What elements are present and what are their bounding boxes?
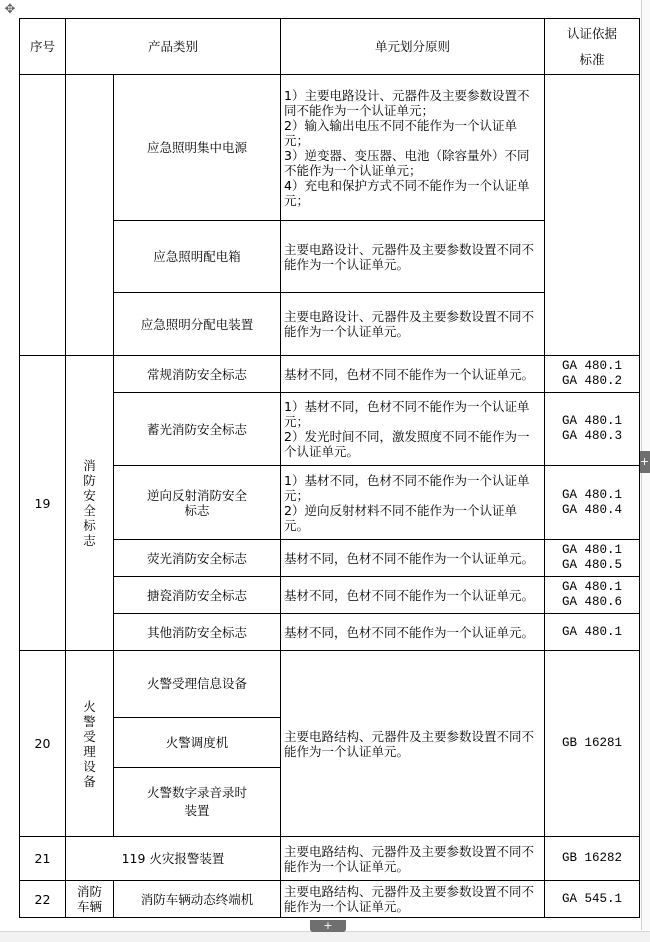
table-row bbox=[20, 881, 640, 918]
principle-cell bbox=[281, 393, 545, 466]
standard-cell: GA 545.1 bbox=[545, 881, 640, 918]
standard-cell-empty bbox=[545, 75, 640, 356]
page-bottom-edge bbox=[0, 931, 650, 942]
seq-cell: 22 bbox=[20, 881, 66, 918]
item-name: 应急照明配电箱 bbox=[114, 221, 281, 293]
standard-cell: GB 16281 bbox=[545, 651, 640, 837]
category-char: 警 bbox=[83, 713, 96, 729]
principle-cell bbox=[281, 466, 545, 540]
standard-cell bbox=[545, 466, 640, 540]
principle-cell: 基材不同，色材不同不能作为一个认证单元。 bbox=[281, 577, 545, 614]
standard-code: GA 480.1 bbox=[562, 624, 623, 639]
header-standard-line1: 认证依据 bbox=[567, 25, 618, 41]
item-name: 蓄光消防安全标志 bbox=[114, 393, 281, 466]
category-char: 设 bbox=[83, 758, 96, 774]
principle-line: 1）主要电路设计、元器件及主要参数设置不同不能作为一个认证单元； bbox=[284, 87, 530, 118]
standard-code: GA 480.5 bbox=[562, 558, 623, 572]
item-name: 搪瓷消防安全标志 bbox=[114, 577, 281, 614]
item-name: 火警数字录音录时装置 bbox=[114, 768, 281, 837]
standard-cell bbox=[545, 356, 640, 393]
header-principle: 单元划分原则 bbox=[281, 19, 545, 75]
category-char: 理 bbox=[83, 743, 96, 759]
standard-code: GA 480.1 bbox=[562, 543, 623, 557]
standard-code: GA 480.6 bbox=[562, 595, 623, 609]
principle-line: 4）充电和保护方式不同不能作为一个认证单元； bbox=[284, 177, 530, 208]
principle-cell: 基材不同，色材不同不能作为一个认证单元。 bbox=[281, 356, 545, 393]
principle-line: 1）基材不同，色材不同不能作为一个认证单元； bbox=[284, 472, 530, 503]
principle-cell: 基材不同，色材不同不能作为一个认证单元。 bbox=[281, 540, 545, 577]
standard-code: GA 480.4 bbox=[562, 502, 623, 517]
category-char: 志 bbox=[83, 533, 96, 548]
table-row bbox=[20, 356, 640, 393]
principle-line: 2）发光时间不同，激发照度不同不能作为一个认证单元。 bbox=[284, 429, 530, 459]
standard-code: GA 480.1 bbox=[562, 580, 623, 594]
principle-cell: 主要电路结构、元器件及主要参数设置不同不能作为一个认证单元。 bbox=[281, 881, 545, 918]
item-name: 荧光消防安全标志 bbox=[114, 540, 281, 577]
principle-line: 2）逆向反射材料不同不能作为一个认证单元。 bbox=[284, 502, 517, 533]
standard-code: GA 480.1 bbox=[562, 359, 623, 373]
add-column-button[interactable]: + bbox=[639, 451, 650, 473]
category-char: 标 bbox=[83, 518, 96, 533]
table-move-handle-icon[interactable]: ✥ bbox=[4, 2, 16, 17]
standard-code: GA 480.1 bbox=[562, 414, 623, 428]
standard-code: GA 480.1 bbox=[562, 487, 623, 502]
category-char: 备 bbox=[83, 773, 96, 789]
category-char: 防 bbox=[83, 473, 96, 488]
category-char: 消 bbox=[83, 458, 96, 473]
table-row bbox=[20, 651, 640, 718]
header-standard bbox=[545, 19, 640, 75]
item-name: 逆向反射消防安全标志 bbox=[114, 466, 281, 540]
category-cell bbox=[66, 356, 114, 651]
add-row-button[interactable]: + bbox=[310, 920, 346, 932]
item-name: 应急照明分配电装置 bbox=[114, 293, 281, 356]
header-seq: 序号 bbox=[20, 19, 66, 75]
category-cell: 消防车辆 bbox=[66, 881, 114, 918]
principle-cell: 基材不同，色材不同不能作为一个认证单元。 bbox=[281, 614, 545, 651]
seq-cell: 21 bbox=[20, 837, 66, 881]
category-char: 受 bbox=[83, 728, 96, 744]
header-standard-line2: 标准 bbox=[579, 51, 605, 67]
principle-line: 3）逆变器、变压器、电池（除容量外）不同不能作为一个认证单元； bbox=[284, 147, 530, 178]
item-name: 常规消防安全标志 bbox=[114, 356, 281, 393]
standard-cell bbox=[545, 614, 640, 651]
principle-cell: 主要电路结构、元器件及主要参数设置不同不能作为一个认证单元。 bbox=[281, 837, 545, 881]
standard-cell bbox=[545, 540, 640, 577]
principle-cell bbox=[281, 75, 545, 221]
table-header-row bbox=[20, 19, 640, 75]
principle-cell: 主要电路设计、元器件及主要参数设置不同不能作为一个认证单元。 bbox=[281, 293, 545, 356]
header-category: 产品类别 bbox=[66, 19, 281, 75]
category-cell-empty bbox=[66, 75, 114, 356]
table-row bbox=[20, 75, 640, 221]
seq-cell: 20 bbox=[20, 651, 66, 837]
category-cell bbox=[66, 651, 114, 837]
standard-cell bbox=[545, 393, 640, 466]
category-char: 安 bbox=[83, 488, 96, 503]
principle-cell: 主要电路结构、元器件及主要参数设置不同不能作为一个认证单元。 bbox=[281, 651, 545, 837]
item-name: 其他消防安全标志 bbox=[114, 614, 281, 651]
principle-line: 1）基材不同，色材不同不能作为一个认证单元； bbox=[284, 399, 530, 429]
standard-cell bbox=[545, 577, 640, 614]
principle-cell: 主要电路设计、元器件及主要参数设置不同不能作为一个认证单元。 bbox=[281, 221, 545, 293]
category-char: 全 bbox=[83, 503, 96, 518]
table-row bbox=[20, 837, 640, 881]
seq-cell-empty bbox=[20, 75, 66, 356]
category-char: 火 bbox=[83, 698, 96, 714]
seq-cell: 19 bbox=[20, 356, 66, 651]
item-name: 火警受理信息设备 bbox=[114, 651, 281, 718]
item-name: 119 火灾报警装置 bbox=[66, 837, 281, 881]
item-name: 消防车辆动态终端机 bbox=[114, 881, 281, 918]
item-name: 应急照明集中电源 bbox=[114, 75, 281, 221]
standard-code: GA 480.3 bbox=[562, 429, 623, 443]
principle-line: 2）输入输出电压不同不能作为一个认证单元； bbox=[284, 117, 517, 148]
standard-cell: GB 16282 bbox=[545, 837, 640, 881]
item-name: 火警调度机 bbox=[114, 718, 281, 768]
standard-code: GA 480.2 bbox=[562, 374, 623, 388]
certification-table bbox=[19, 18, 640, 918]
